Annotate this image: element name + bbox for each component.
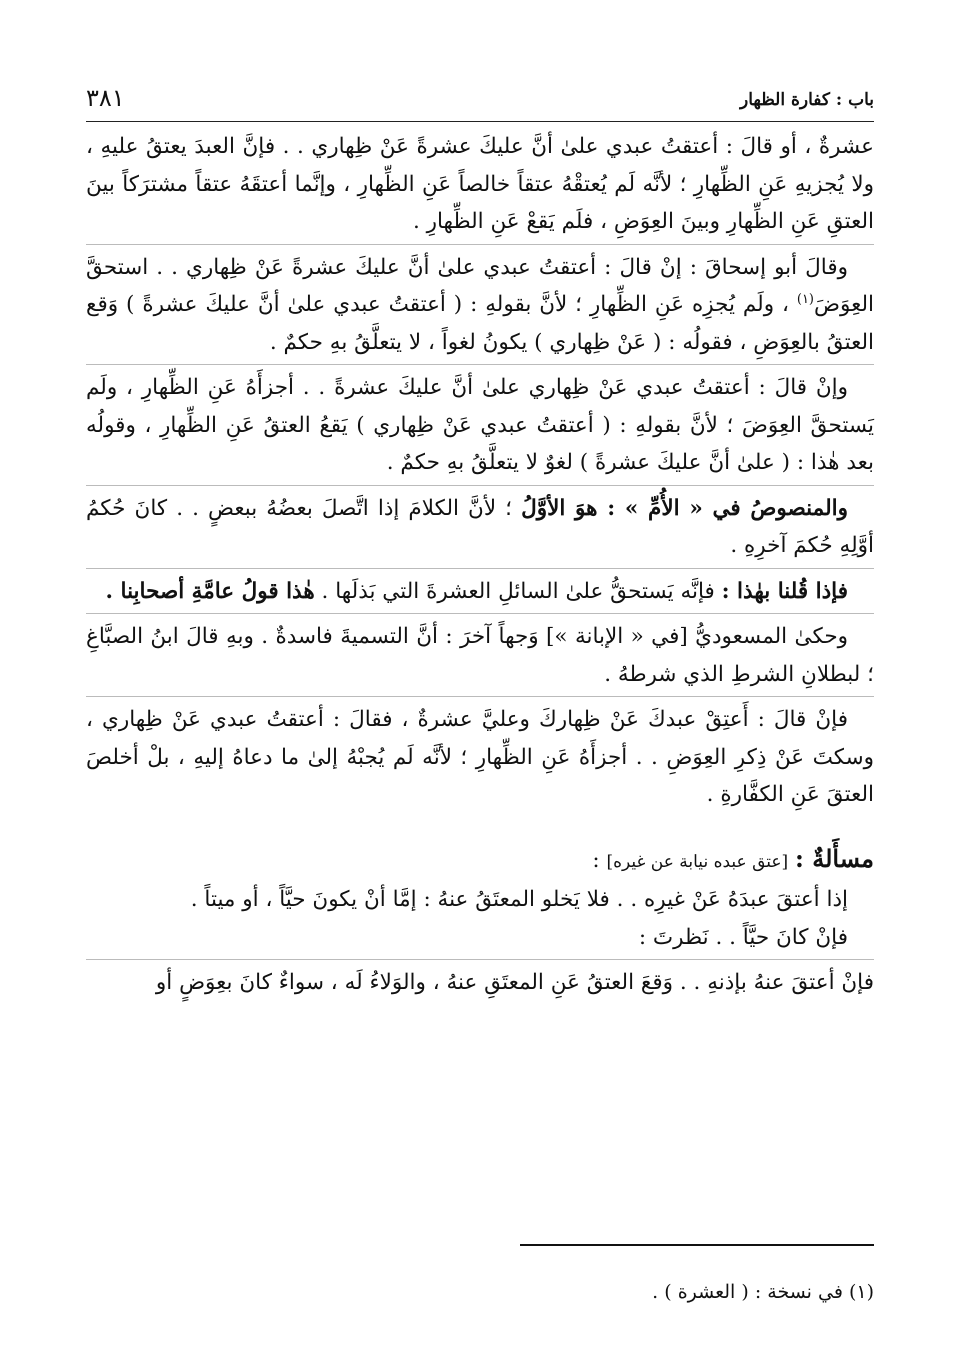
masala-heading [86, 840, 874, 882]
paragraph-4-bold: والمنصوصُ في « الأُمِّ » : هوَ الأوَّلُ [521, 495, 848, 521]
footnote-reference: (١) [796, 291, 814, 307]
paragraph-5-bold-start: فإذا قُلنا بهٰذا : [721, 578, 848, 604]
masala-title: مسأَلةٌ : [795, 843, 874, 873]
paragraph-5-bold-end: هٰذا قولُ عامَّةِ أصحابِنا . [105, 578, 315, 604]
paragraph-7: فإنْ قالَ : أَعتِقْ عبدكَ عَنْ ظِهاركَ وعليَّ عشرةٌ ، فقالَ : أعتقتُ عبدي عَنْ ظِهاري ، وسكتَ عَنْ ذِكرِ العِوَضِ . . أجزأَهُ عَنِ الظِّهارِ ؛ لأنَّه لَم يُجبْهُ إلىٰ ما دعاهُ إليهِ ، بلْ أخلصَ العتقَ عَنِ الكفَّارةِ . [86, 696, 874, 814]
masala-line-1: إذا أعتقَ عبدَهُ عَنْ غيرِه . . فلا يَخلو المعتَقُ عنهُ : إمَّا أنْ يكونَ حيَّاً ، أو ميتاً . [190, 887, 848, 912]
paragraph-2-part-b: ، ولَم يُجزِه عَنِ الظِّهارِ ؛ لأنَّ بقولهِ : ( أعتقتُ عبدي علىٰ أنَّ عليكَ عشرةً ) وَقع العتقُ بالعِوَضِ ، فقولُه : ( عَنْ ظِهاري ) يكونُ لغواً ، لا يتعلَّقُ بهِ حكمٌ . [86, 292, 874, 355]
header-divider [86, 121, 874, 122]
paragraph-5-middle: فإنَّه يَستحقُّ علىٰ السائلِ العشرةَ التي بَذلَها . [314, 578, 722, 604]
masala-subtitle: [عتق عبده نيابة عن غيره] [606, 851, 789, 872]
paragraph-2-part-a: وقالَ أبو إسحاقَ : إنْ قالَ : أعتقتُ عبدي علىٰ أنَّ عليكَ عشرةً عَنْ ظِهاري . . استحقَّ العِوَضَ [86, 254, 874, 317]
masala-line-3: فإنْ أعتقَ عنهُ بإذنهِ . . وَقعَ العتقُ عَنِ المعتَقِ عنهُ ، والوَلاءُ لَه ، سواءٌ كانَ بعِوَضٍ أو [86, 959, 874, 1002]
paragraph-4 [86, 485, 874, 565]
page-number: ٣٨١ [86, 84, 125, 112]
footnote: (١) في نسخة : ( العشرة ) . [652, 1281, 874, 1303]
paragraph-4-rest: ؛ لأنَّ الكلامَ إذا اتَّصلَ بعضُهُ ببعضٍ . . كانَ حُكمُ أوَّلِهِ حُكمَ آخرِهِ . [86, 495, 874, 558]
paragraph-5 [86, 568, 874, 611]
masala-subtitle-end: : [592, 847, 607, 873]
paragraph-2 [86, 244, 874, 362]
chapter-title: باب : كفارة الظهار [739, 90, 874, 110]
paragraph-3: وإنْ قالَ : أعتقتُ عبدي عَنْ ظِهاري علىٰ أنَّ عليكَ عشرةً . . أجزأَهُ عَنِ الظِّهارِ ، ولَم يَستحقَّ العِوَضَ ؛ لأنَّ بقولهِ : ( أعتقتُ عبدي عَنْ ظِهاري ) يَقعُ العتقُ عَنِ الظِّهارِ ، وقولُه بعد هٰذا : ( علىٰ أنَّ عليكَ عشرةً ) لغوٌ لا يتعلَّقُ بهِ حكمٌ . [86, 364, 874, 482]
section-gap [86, 814, 874, 840]
masala-line-2: فإنْ كانَ حيَّاً . . نَظرتَ : [638, 924, 848, 950]
paragraph-1: عشرةٌ ، أو قالَ : أعتقتُ عبدي علىٰ أنَّ عليكَ عشرةً عَنْ ظِهاري . . فإنَّ العبدَ يعتقُ عليهِ ، ولا يُجزيهِ عَنِ الظِّهارِ ؛ لأنَّه لَم يُعتقْهُ عتقاً خالصاً عَنِ الظِّهارِ ، وإنَّما أعتقَهُ عتقاً مشترَكاً بينَ العتقِ عَنِ الظِّهارِ وبينَ العِوَضِ ، فلَم يَقعْ عَنِ الظِّهارِ . [86, 134, 874, 234]
footnote-divider [520, 1244, 874, 1246]
paragraph-6: وحكىٰ المسعوديُّ [في « الإبانة »] وَجهاً آخرَ : أنَّ التسميةَ فاسدةٌ . وبهِ قالَ ابنُ الصبَّاغِ ؛ لبطلانِ الشرطِ الذي شرطهُ . [86, 613, 874, 693]
main-text [86, 128, 874, 1002]
page-header [86, 84, 874, 118]
